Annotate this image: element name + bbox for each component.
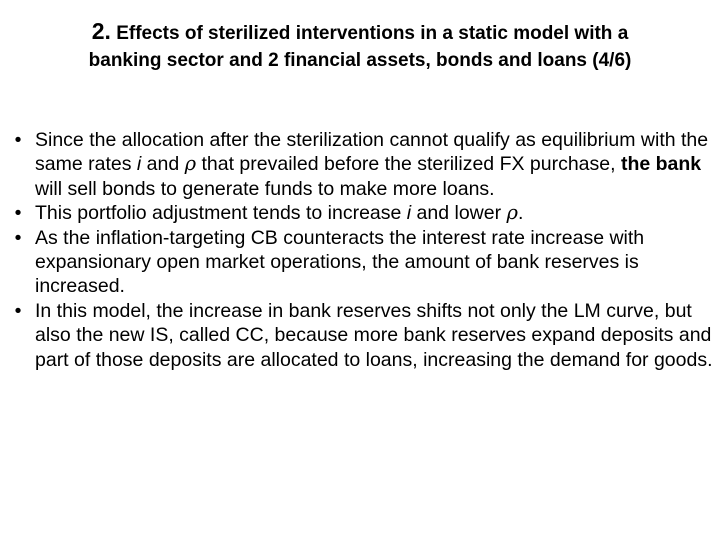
variable-rho: ρ	[184, 152, 197, 176]
bullet-bold-text: the bank	[620, 153, 702, 176]
bullet-item	[8, 226, 713, 299]
bullet-text: Since the allocation after the sterilization cannot qualify as equilibrium with the same rates	[35, 129, 709, 176]
bullet-dot-icon: •	[14, 129, 22, 151]
variable-i: i	[136, 153, 142, 176]
title-number: 2.	[91, 18, 111, 44]
bullet-item	[8, 299, 713, 372]
bullet-text: This portfolio adjustment tends to increase	[35, 202, 407, 225]
title-line-1: Effects of sterilized interventions in a static model with a	[116, 23, 629, 44]
bullet-text: and	[141, 153, 185, 176]
bullet-item	[8, 201, 713, 225]
bullet-dot-icon: •	[14, 226, 22, 249]
variable-i: i	[406, 202, 412, 225]
bullet-text: that prevailed before the sterilized FX purchase,	[196, 153, 621, 176]
bullet-item	[8, 128, 713, 201]
variable-rho: ρ	[506, 201, 518, 225]
bullet-dot-icon: •	[14, 299, 22, 322]
bullet-text: .	[517, 202, 524, 225]
bullet-text: As the inflation-targeting CB counteracts the interest rate increase with expansionary open market operations, the amount of bank reserves is increased.	[35, 226, 645, 298]
bullet-text: will sell bonds to generate funds to make more loans.	[35, 177, 495, 200]
bullet-text: and lower	[411, 202, 507, 225]
bullet-text: In this model, the increase in bank reserves shifts not only the LM curve, but also the new IS, called CC, because more bank reserves expand deposits and part of those deposits are allocated to loans, increasing the demand for goods.	[35, 299, 713, 371]
bullet-dot-icon: •	[14, 202, 22, 225]
bullet-list	[8, 128, 713, 372]
title-line-2: banking sector and 2 financial assets, bonds and loans (4/6)	[88, 50, 632, 71]
slide-title	[0, 18, 720, 74]
